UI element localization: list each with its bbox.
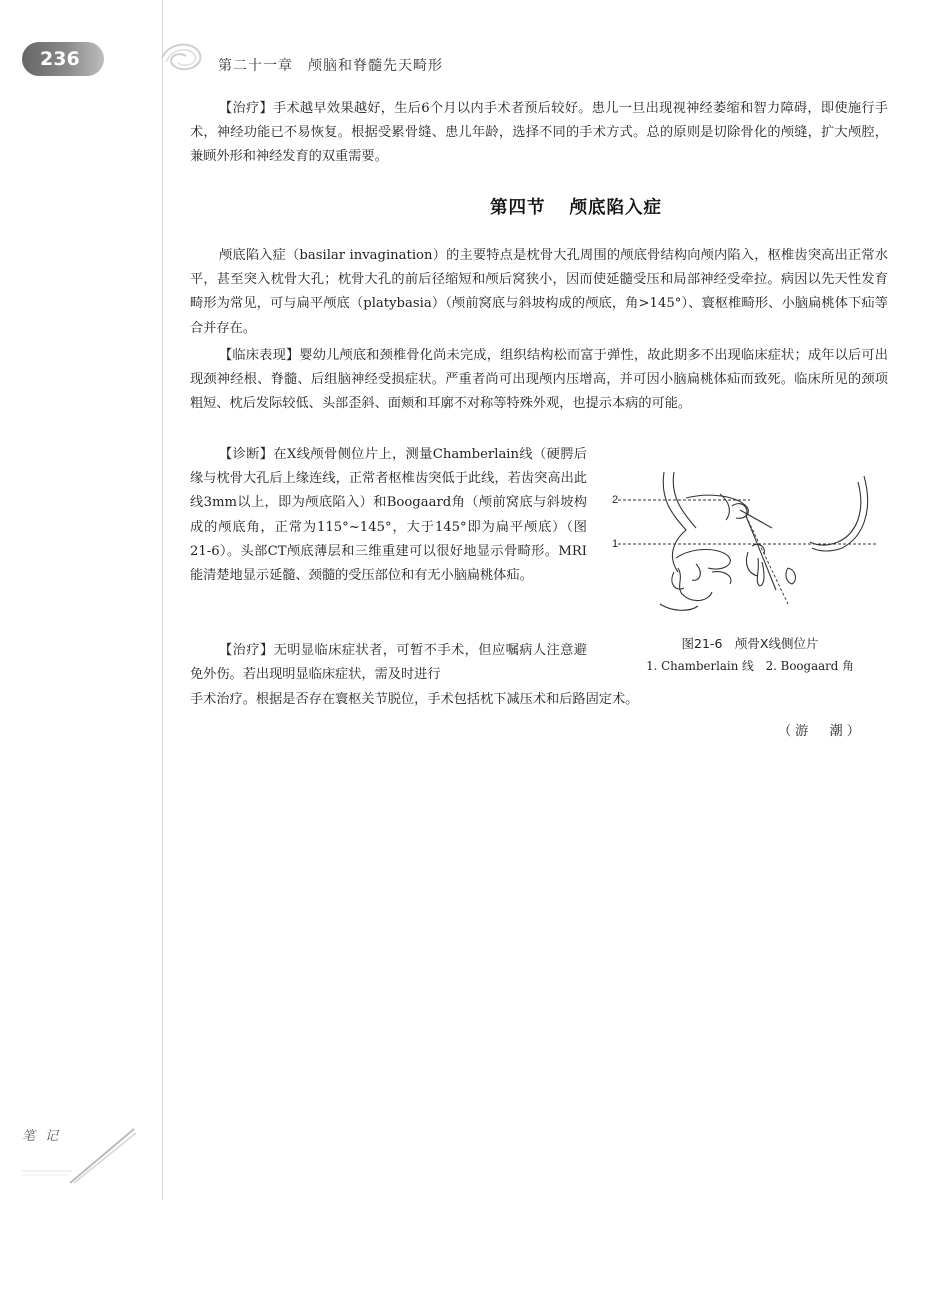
- treatment-paragraph-previous: 【治疗】手术越早效果越好，生后6个月以内手术者预后较好。患儿一旦出现视神经萎缩和智力障碍，即使施行手术，神经功能已不易恢复。根据受累骨缝、患儿年龄，选择不同的手术方式。总的原则是切除骨化的颅缝，扩大颅腔，兼顾外形和神经发育的双重需要。: [190, 101, 888, 165]
- notes-margin: [22, 1125, 61, 1144]
- running-head: 第二十一章 颅脑和脊髓先天畸形: [218, 58, 443, 74]
- figure-subcaption: 1. Chamberlain 线 2. Boogaard 角: [646, 659, 854, 673]
- pencil-icon: [22, 1125, 142, 1185]
- section-name: 颅底陷入症: [569, 198, 662, 218]
- diagnosis-paragraph: 【诊断】在X线颅骨侧位片上，测量Chamberlain线（硬腭后缘与枕骨大孔后上缘连线，正常者枢椎齿突低于此线，若齿突高出此线3mm以上，即为颅底陷入）和Boogaard角（颅前窝底与斜坡构成的颅底角，正常为115°~145°，大于145°即为扁平颅底）（图21-6）。头部CT颅底薄层和三维重建可以很好地显示骨畸形。MRI能清楚地显示延髓、颈髓的受压部位和有无小脑扁桃体疝。: [190, 447, 587, 584]
- treatment-paragraph-a: 【治疗】无明显临床症状者，可暂不手术，但应嘱病人注意避免外伤。若出现明显临床症状，需及时进行: [190, 643, 587, 683]
- figure-21-6: [612, 472, 888, 674]
- clinical-paragraph: 【临床表现】婴幼儿颅底和颈椎骨化尚未完成，组织结构松而富于弹性，故此期多不出现临床症状；成年以后可出现颈神经根、脊髓、后组脑神经受损症状。严重者尚可出现颅内压增高，并可因小脑扁桃体疝而致死。临床所见的颈项粗短、枕后发际较低、头部歪斜、面颊和耳廓不对称等特殊外观，也提示本病的可能。: [190, 348, 888, 412]
- intro-paragraph: 颅底陷入症（basilar invagination）的主要特点是枕骨大孔周围的颅底骨结构向颅内陷入，枢椎齿突高出正常水平，甚至突入枕骨大孔；枕骨大孔的前后径缩短和颅后窝狭小，因而使延髓受压和局部神经受牵拉。病因以先天性发育畸形为常见，可与扁平颅底（platybasia）（颅前窝底与斜坡构成的颅底，角>145°）、寰枢椎畸形、小脑扁桃体下疝等合并存在。: [190, 248, 888, 336]
- author-credit: （游 潮）: [778, 724, 864, 739]
- notes-label: 笔 记: [22, 1129, 62, 1144]
- treatment-paragraph-b: 手术治疗。根据是否存在寰枢关节脱位，手术包括枕下减压术和后路固定术。: [190, 692, 639, 707]
- margin-rule: [162, 0, 163, 1200]
- figure-label-2: 2: [612, 494, 619, 506]
- figure-caption: 图21-6 颅骨X线侧位片: [681, 636, 819, 651]
- section-number: 第四节: [490, 198, 546, 218]
- section-title: [190, 194, 950, 219]
- page-number: 236: [22, 42, 104, 76]
- skull-xray-diagram: [612, 472, 888, 624]
- swirl-ornament-icon: [158, 36, 206, 78]
- figure-label-1: 1: [612, 538, 619, 550]
